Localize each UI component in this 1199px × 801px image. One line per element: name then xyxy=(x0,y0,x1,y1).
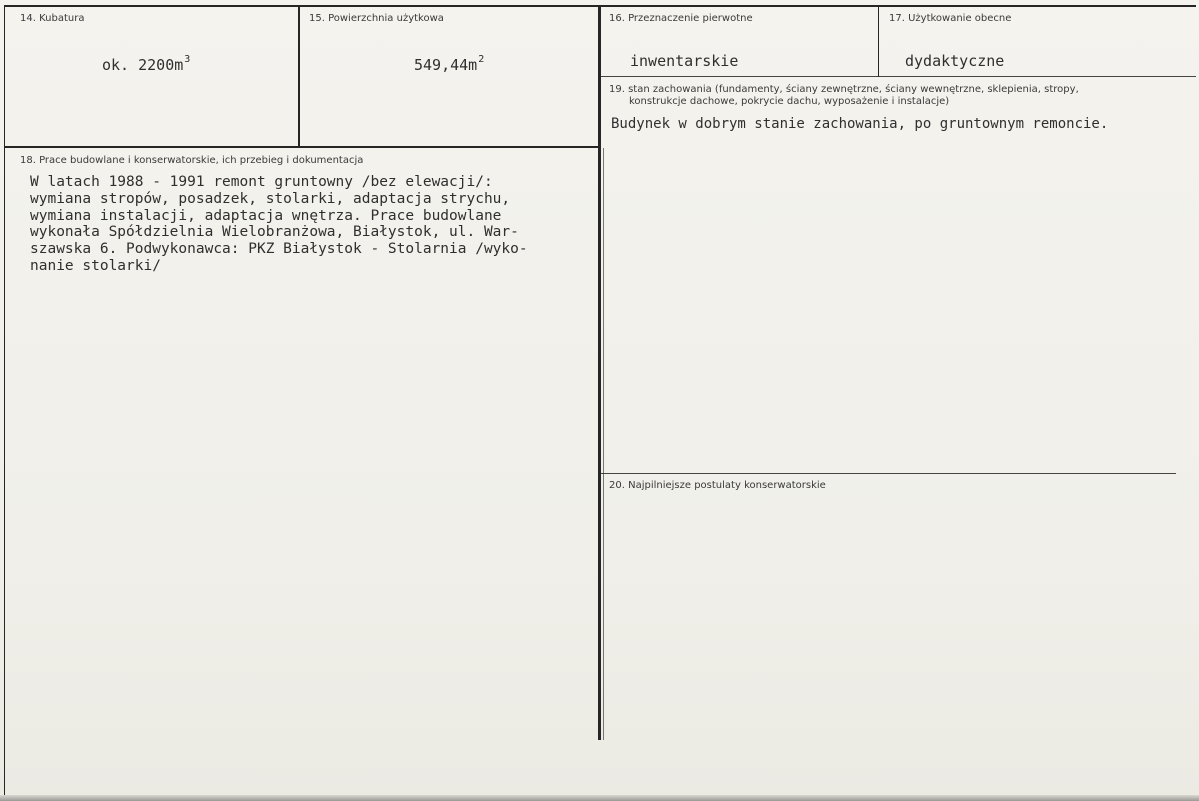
field-18-line-4: wykonała Spółdzielnia Wielobranżowa, Białystok, ul. War- xyxy=(30,224,519,240)
rule-above-20 xyxy=(600,473,1176,474)
center-divider xyxy=(598,5,601,740)
rule-under-16-17 xyxy=(600,76,1196,77)
inner-divider-20 xyxy=(603,148,604,740)
field-17-label: 17. Użytkowanie obecne xyxy=(889,13,1012,24)
field-14-label: 14. Kubatura xyxy=(20,13,85,24)
field-14-value-text: ok. 2200m xyxy=(102,56,184,74)
field-20-label: 20. Najpilniejsze postulaty konserwatorskie xyxy=(609,480,826,491)
field-14-value xyxy=(102,56,190,74)
field-19-value: Budynek w dobrym stanie zachowania, po gruntownym remoncie. xyxy=(611,116,1109,132)
card-bottom-edge xyxy=(0,795,1199,801)
field-19-label-line1: 19. stan zachowania (fundamenty, ściany zewnętrzne, ściany wewnętrzne, sklepienia, stropy, xyxy=(609,84,1079,95)
field-15-label: 15. Powierzchnia użytkowa xyxy=(309,13,444,24)
rule-under-14-15 xyxy=(4,146,600,148)
field-19-label-line2: konstrukcje dachowe, pokrycie dachu, wyposażenie i instalacje) xyxy=(629,96,950,107)
divider-14-15 xyxy=(298,5,300,148)
field-18-line-1: W latach 1988 - 1991 remont gruntowny /bez elewacji/: xyxy=(30,174,493,190)
field-15-value xyxy=(414,56,484,74)
field-18-label: 18. Prace budowlane i konserwatorskie, ich przebieg i dokumentacja xyxy=(20,155,364,166)
field-14-value-exponent: 3 xyxy=(184,54,191,65)
field-18-line-5: szawska 6. Podwykonawca: PKZ Białystok - Stolarnia /wyko- xyxy=(30,241,528,257)
left-border xyxy=(4,5,5,795)
divider-16-17 xyxy=(878,5,879,77)
field-15-value-text: 549,44m xyxy=(414,56,478,74)
field-18-line-2: wymiana stropów, posadzek, stolarki, adaptacja strychu, xyxy=(30,191,511,207)
field-18-line-3: wymiana instalacji, adaptacja wnętrza. Prace budowlane xyxy=(30,208,502,224)
field-18-line-6: nanie stolarki/ xyxy=(30,258,161,274)
field-17-value: dydaktyczne xyxy=(905,52,1005,70)
field-16-label: 16. Przeznaczenie pierwotne xyxy=(609,13,753,24)
field-15-value-exponent: 2 xyxy=(478,54,485,65)
field-16-value: inwentarskie xyxy=(630,52,739,70)
